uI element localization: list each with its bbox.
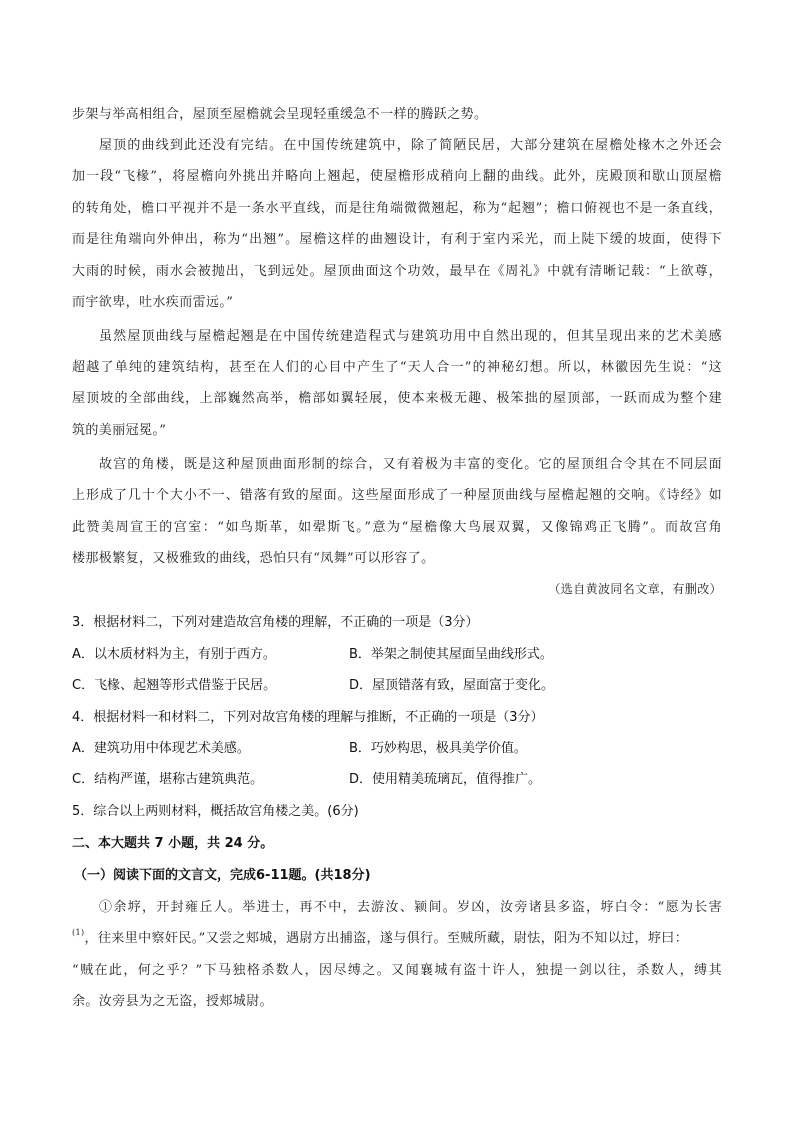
subsection-heading: （一）阅读下面的文言文，完成6-11题。(共18分): [74, 868, 371, 883]
passage-line: 虽然屋顶曲线与屋檐起翘是在中国传统建造程式与建筑功用中自然出现的，但其呈现出来的艺术美感: [99, 329, 722, 344]
passage-line: 此赞美周宣王的宫室：“如鸟斯革，如翚斯飞。”意为“屋檐像大鸟展双翼，又像锦鸡正飞腾”。而故宫角: [72, 520, 722, 535]
option-d[interactable]: D．使用精美琉璃瓦，值得推广。: [349, 772, 542, 787]
option-a[interactable]: A．建筑功用中体现艺术美感。: [72, 741, 250, 756]
question-3-options: [72, 674, 722, 693]
classical-line: ①余垿，开封雍丘人。举进士，再不中，去游汝、颍间。岁凶，汝旁诸县多盗，垿白令：“愿为长害: [99, 900, 722, 915]
passage-line: 筑的美丽冠冕。”: [72, 423, 167, 438]
option-c[interactable]: C．结构严谨，堪称古建筑典范。: [72, 772, 264, 787]
classical-line: 余。汝旁县为之无盗，授郏城尉。: [72, 994, 274, 1009]
passage-line: 的转角处，檐口平视并不是一条水平直线，而是往角端微微翘起，称为“起翘”；檐口俯视也不是一条直线，: [72, 201, 722, 216]
passage-line: 屋顶坡的全部曲线，上部巍然高举，檐部如翼轻展，使本来极无趣、极笨拙的屋顶部，一跃而成为整个建: [72, 391, 722, 406]
classical-line: [72, 927, 722, 946]
option-d[interactable]: D．屋顶错落有致，屋面富于变化。: [349, 678, 555, 693]
passage-line: 而是往角端向外伸出，称为“出翘”。屋檐这样的曲翘设计，有利于室内采光，而上陡下缓的坡面，使得下: [72, 232, 722, 247]
question-4-stem: 4．根据材料一和材料二，下列对故宫角楼的理解与推断，不正确的一项是（3分）: [72, 710, 544, 725]
passage-line: 上形成了几十个大小不一、错落有致的屋面。这些屋面形成了一种屋顶曲线与屋檐起翘的交响。《诗经》如: [72, 488, 722, 503]
question-5-stem: 5．综合以上两则材料，概括故宫角楼之美。(6分): [72, 804, 359, 819]
section-heading: 二、本大题共 7 小题，共 24 分。: [72, 836, 274, 851]
passage-line: 加一段“飞椽”，将屋檐向外挑出并略向上翘起，使屋檐形成稍向上翻的曲线。此外，庑殿顶和歇山顶屋檐: [72, 169, 722, 184]
passage-line: 故宫的角楼，既是这种屋顶曲面形制的综合，又有着极为丰富的变化。它的屋顶组合令其在不同层面: [99, 457, 722, 472]
classical-line-text: ，往来里中察奸民。”又尝之郏城，遇尉方出捕盗，遂与俱行。至贼所藏，尉怯，阳为不知以过，垿曰：: [84, 931, 689, 946]
question-3-options: [72, 643, 722, 662]
passage-line: 超越了单纯的建筑结构，甚至在人们的心目中产生了“天人合一”的神秘幻想。所以，林徽因先生说：“这: [72, 360, 722, 375]
passage-source: （选自黄波同名文章，有删改）: [548, 582, 722, 596]
passage-line: 楼那极繁复，又极雅致的曲线，恐怕只有“凤舞”可以形容了。: [72, 551, 435, 566]
option-b[interactable]: B．巧妙构思，极具美学价值。: [349, 741, 527, 756]
question-3-stem: 3．根据材料二，下列对建造故宫角楼的理解，不正确的一项是（3分）: [72, 615, 479, 630]
passage-line: 屋顶的曲线到此还没有完结。在中国传统建筑中，除了简陋民居，大部分建筑在屋檐处椽木之外还会: [99, 138, 722, 153]
classical-line: “贼在此，何之乎？”下马独格杀数人，因尽缚之。又闻襄城有盗十许人，独提一剑以往，杀数人，缚其: [72, 963, 722, 978]
question-4-options: [72, 737, 722, 756]
footnote-marker: (1): [72, 927, 85, 937]
passage-line: 步架与举高相组合，屋顶至屋檐就会呈现轻重缓急不一样的腾跃之势。: [72, 107, 488, 122]
option-c[interactable]: C．飞椽、起翘等形式借鉴于民居。: [72, 678, 277, 693]
question-4-options: [72, 768, 722, 787]
passage-line: 大雨的时候，雨水会被抛出，飞到远处。屋顶曲面这个功效，最早在《周礼》中就有清晰记载：“上欲尊，: [72, 264, 722, 279]
passage-line: 而宇欲卑，吐水疾而雷远。”: [72, 295, 234, 310]
option-b[interactable]: B．举架之制使其屋面呈曲线形式。: [349, 647, 553, 662]
option-a[interactable]: A．以木质材料为主，有别于西方。: [72, 647, 276, 662]
